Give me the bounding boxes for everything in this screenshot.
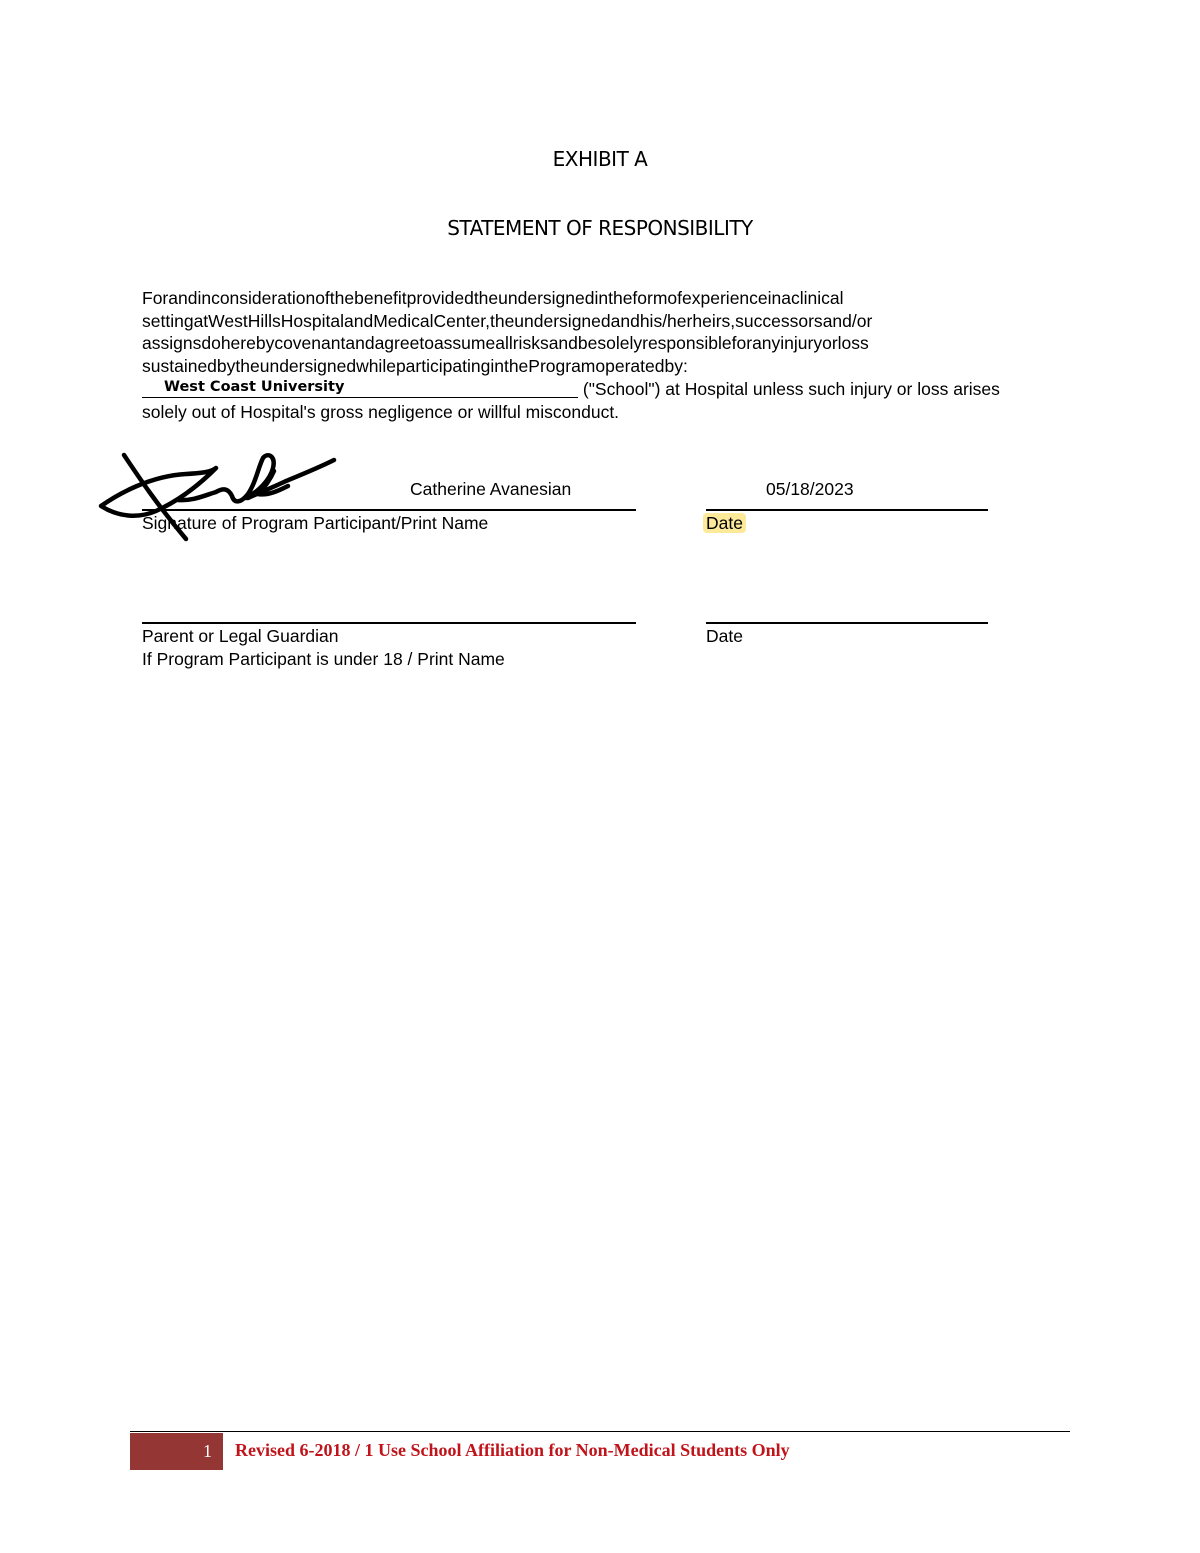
paragraph-word: and bbox=[168, 288, 198, 308]
paragraph-word: the bbox=[489, 310, 515, 331]
paragraph-word: the bbox=[329, 288, 355, 308]
paragraph-word: undersigned bbox=[498, 288, 595, 308]
paragraph-word: loss bbox=[837, 333, 869, 354]
school-name-field[interactable] bbox=[142, 377, 578, 398]
paragraph-word: assume bbox=[433, 333, 496, 354]
paragraph-word: in bbox=[197, 288, 212, 308]
paragraph-word: while bbox=[356, 355, 396, 376]
paragraph-word: consideration bbox=[211, 288, 316, 308]
paragraph-word: in bbox=[767, 288, 782, 308]
paragraph-word: operated bbox=[595, 355, 665, 376]
paragraph-word: or bbox=[822, 333, 838, 354]
guardian-date-label: Date bbox=[706, 626, 743, 646]
paragraph-word: a bbox=[781, 288, 792, 308]
paragraph-word: any bbox=[752, 333, 781, 354]
paragraph-word: injury bbox=[780, 333, 823, 354]
paragraph-word: in bbox=[594, 288, 609, 308]
paragraph-word: by: bbox=[664, 355, 688, 376]
paragraph-word: participating bbox=[395, 355, 491, 376]
paragraph-word: For bbox=[142, 288, 169, 308]
paragraph-line-4 bbox=[142, 355, 1058, 378]
paragraph-word: heirs, bbox=[692, 310, 736, 331]
paragraph-line-2 bbox=[142, 310, 1058, 333]
paragraph-word: of bbox=[315, 288, 330, 308]
page-number: 1 bbox=[203, 1441, 212, 1461]
paragraph-word: risks bbox=[512, 333, 549, 354]
participant-signed-date: 05/18/2023 bbox=[766, 479, 854, 499]
paragraph-word: and bbox=[345, 333, 375, 354]
exhibit-title: EXHIBIT A bbox=[552, 147, 648, 171]
guardian-date-line[interactable] bbox=[706, 622, 988, 624]
paragraph-word: to bbox=[419, 333, 434, 354]
paragraph-word: solely bbox=[597, 333, 643, 354]
paragraph-word: at bbox=[193, 310, 209, 331]
paragraph-word: sustained bbox=[142, 355, 217, 376]
paragraph-word: all bbox=[495, 333, 513, 354]
guardian-signature-line[interactable] bbox=[142, 622, 636, 624]
statement-title: STATEMENT OF RESPONSIBILITY bbox=[447, 216, 753, 240]
paragraph-word: do bbox=[201, 333, 221, 354]
paragraph-word: clinical bbox=[791, 288, 844, 308]
paragraph-word: responsible bbox=[642, 333, 732, 354]
paragraph-line-5 bbox=[142, 377, 1058, 401]
paragraph-word: Hills bbox=[247, 310, 281, 331]
paragraph-word: agree bbox=[374, 333, 420, 354]
paragraph-word: in bbox=[490, 355, 504, 376]
paragraph-word: form bbox=[632, 288, 668, 308]
participant-date-line[interactable] bbox=[706, 509, 988, 511]
paragraph-word: his/her bbox=[639, 310, 693, 331]
paragraph-word: Program bbox=[528, 355, 596, 376]
paragraph-word: Medical bbox=[373, 310, 434, 331]
paragraph-word: Hospital bbox=[280, 310, 345, 331]
guardian-note: If Program Participant is under 18 / Print Name bbox=[142, 649, 505, 669]
paragraph-word: the bbox=[608, 288, 633, 308]
paragraph-word: and bbox=[344, 310, 374, 331]
paragraph-word: covenant bbox=[274, 333, 346, 354]
guardian-label: Parent or Legal Guardian bbox=[142, 626, 339, 646]
responsibility-paragraph bbox=[142, 287, 1058, 424]
paragraph-word: setting bbox=[142, 310, 194, 331]
participant-print-name: Catherine Avanesian bbox=[410, 479, 572, 499]
paragraph-word: successors bbox=[735, 310, 823, 331]
paragraph-line-6: solely out of Hospital's gross negligence or willful misconduct. bbox=[142, 401, 620, 422]
paragraph-word: and/or bbox=[822, 310, 873, 331]
paragraph-word: experience bbox=[682, 288, 768, 308]
paragraph-line-1 bbox=[142, 287, 1058, 310]
paragraph-word: provided bbox=[406, 288, 474, 308]
paragraph-word: assigns bbox=[142, 333, 202, 354]
footer-divider bbox=[130, 1431, 1070, 1432]
participant-date-label bbox=[706, 513, 746, 534]
paragraph-word: for bbox=[731, 333, 753, 354]
paragraph-word: the bbox=[235, 355, 260, 376]
paragraph-word: be bbox=[577, 333, 598, 354]
date-highlight: Date bbox=[703, 513, 746, 533]
paragraph-word: Center, bbox=[433, 310, 490, 331]
paragraph-word: hereby bbox=[220, 333, 275, 354]
school-name: West Coast University bbox=[164, 379, 345, 396]
paragraph-word: of bbox=[667, 288, 683, 308]
school-suffix: ("School") at Hospital unless such injury or loss arises bbox=[578, 379, 1000, 400]
paragraph-word: West bbox=[208, 310, 248, 331]
paragraph-word: and bbox=[610, 310, 640, 331]
participant-signature-label: Signature of Program Participant/Print Name bbox=[142, 513, 489, 533]
paragraph-word: benefit bbox=[354, 288, 407, 308]
paragraph-word: by bbox=[216, 355, 236, 376]
paragraph-word: undersigned bbox=[259, 355, 357, 376]
footer-revision-text: Revised 6-2018 / 1 Use School Affiliation for Non-Medical Students Only bbox=[235, 1440, 790, 1460]
paragraph-word: the bbox=[473, 288, 499, 308]
paragraph-word: undersigned bbox=[514, 310, 611, 331]
paragraph-word: the bbox=[503, 355, 529, 376]
paragraph-word: and bbox=[548, 333, 578, 354]
participant-signature-line[interactable] bbox=[142, 509, 636, 511]
paragraph-line-3 bbox=[142, 332, 1058, 355]
